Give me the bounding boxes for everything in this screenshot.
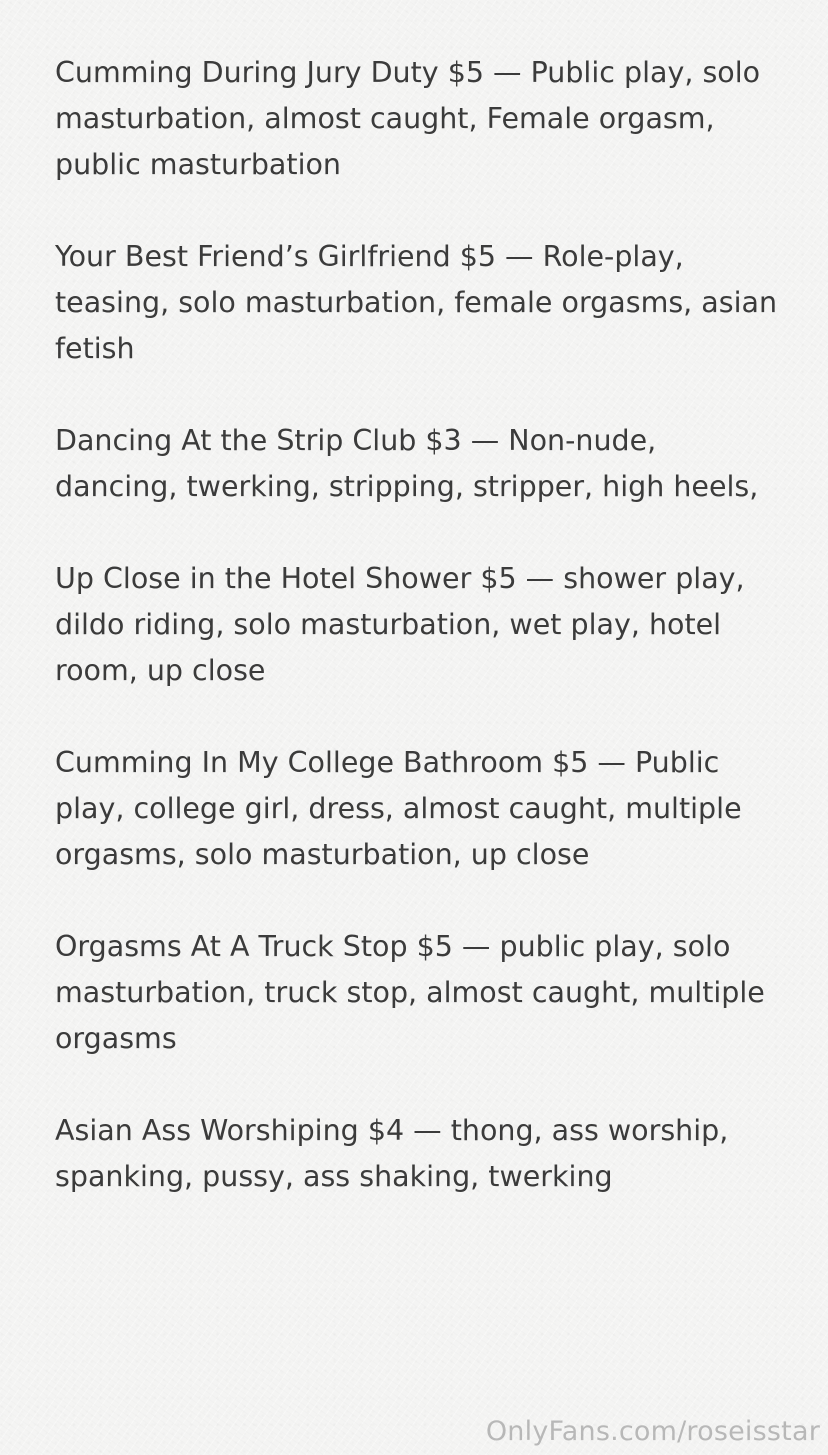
note-entry-6: Orgasms At A Truck Stop $5 — public play, solo masturbation, truck stop, almost caught, multiple orgasms	[55, 930, 765, 1055]
note-entry-1: Cumming During Jury Duty $5 — Public play, solo masturbation, almost caught, Female orgasm, public masturbation	[55, 56, 761, 181]
note-entry-7: Asian Ass Worshiping $4 — thong, ass worship, spanking, pussy, ass shaking, twerking	[55, 1114, 729, 1193]
note-entry-2: Your Best Friend’s Girlfriend $5 — Role-play, teasing, solo masturbation, female orgasms, asian fetish	[55, 240, 778, 365]
note-body	[55, 50, 785, 1246]
note-entry-3: Dancing At the Strip Club $3 — Non-nude, dancing, twerking, stripping, stripper, high heels,	[55, 424, 759, 503]
note-entry-5: Cumming In My College Bathroom $5 — Public play, college girl, dress, almost caught, multiple orgasms, solo masturbation, up close	[55, 746, 742, 871]
watermark: OnlyFans.com/roseisstar	[485, 1416, 820, 1447]
note-entry-4: Up Close in the Hotel Shower $5 — shower play, dildo riding, solo masturbation, wet play, hotel room, up close	[55, 562, 745, 687]
